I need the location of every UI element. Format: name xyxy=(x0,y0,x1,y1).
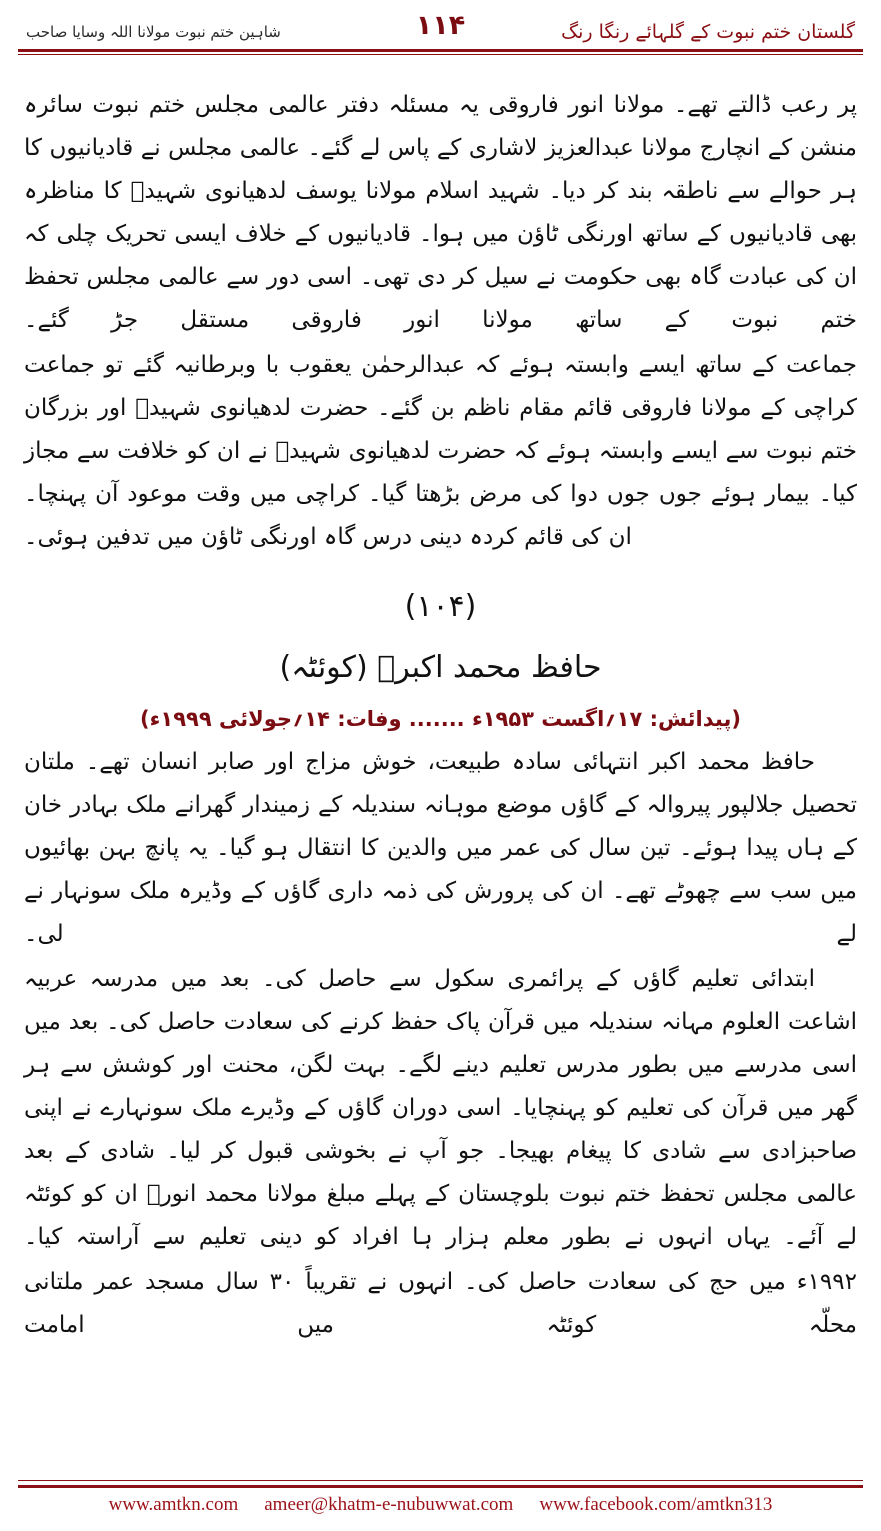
page-content xyxy=(0,58,881,1485)
page-header xyxy=(0,0,881,58)
paragraph: پر رعب ڈالتے تھے۔ مولانا انور فاروقی یہ مسئلہ دفتر عالمی مجلس ختم نبوت سائرہ منشن کے انچارج مولانا عبدالعزیز لاشاری کے پاس لے گئے۔ عالمی مجلس نے قادیانیوں کا ہر حوالے سے ناطقہ بند کر دیا۔ شہید اسلام مولانا یوسف لدھیانوی شہیدؒ کا مناظرہ بھی قادیانیوں کے ساتھ اورنگی ٹاؤن میں ہوا۔ قادیانیوں کے خلاف ایسی تحریک چلی کہ ان کی عبادت گاہ بھی حکومت نے سیل کر دی تھی۔ اسی دور سے عالمی مجلس تحفظ ختم نبوت کے ساتھ مولانا انور فاروقی مستقل جڑ گئے۔ xyxy=(24,92,857,333)
header-author-title: شاہین ختم نبوت مولانا اللہ وسایا صاحب xyxy=(26,23,281,41)
footer-facebook-link[interactable]: www.facebook.com/amtkn313 xyxy=(539,1494,773,1515)
section-number: (۱۰۴) xyxy=(404,589,477,624)
footer-email-link[interactable]: ameer@khatm-e-nubuwwat.com xyxy=(264,1494,514,1515)
footer-website-link[interactable]: www.amtkn.com xyxy=(108,1494,239,1515)
header-book-title: گلستان ختم نبوت کے گلہائے رنگا رنگ xyxy=(561,21,855,43)
paragraph: حافظ محمد اکبر انتہائی سادہ طبیعت، خوش مزاج اور صابر انسان تھے۔ ملتان تحصیل جلالپور پیروالہ کے گاؤں موضع موہانہ سندیلہ کے زمیندار گھرانے ملک بہادر خان کے ہاں پیدا ہوئے۔ تین سال کی عمر میں والدین کا انتقال ہو گیا۔ یہ پانچ بہن بھائیوں میں سب سے چھوٹے تھے۔ ان کی پرورش کی ذمہ داری گاؤں کے وڈیرہ ملک سونہار نے لے لی۔ xyxy=(24,749,857,947)
birth-death-dates: (پیدائش: ۱۷؍اگست ۱۹۵۳ء ....... وفات: ۱۴؍جولائی ۱۹۹۹ء) xyxy=(140,707,741,731)
paragraph: جماعت کے ساتھ ایسے وابستہ ہوئے کہ عبدالرحمٰن یعقوب با وبرطانیہ گئے تو جماعت کراچی کے مولانا فاروقی قائم مقام ناظم بن گئے۔ حضرت لدھیانوی شہیدؒ اور بزرگان ختم نبوت سے ایسے وابستہ ہوئے کہ حضرت لدھیانوی شہیدؒ نے ان کو خلافت سے مجاز کیا۔ بیمار ہوئے جوں جوں دوا کی مرض بڑھتا گیا۔ کراچی میں وقت موعود آن پہنچا۔ ان کی قائم کردہ دینی درس گاہ اورنگی ٹاؤن میں تدفین ہوئی۔ xyxy=(24,352,857,550)
person-name-heading: حافظ محمد اکبرؒ (کوئٹہ) xyxy=(279,650,602,685)
page-footer xyxy=(0,1485,881,1531)
paragraph: ابتدائی تعلیم گاؤں کے پرائمری سکول سے حاصل کی۔ بعد میں مدرسہ عربیہ اشاعت العلوم مہانہ سندیلہ میں قرآن پاک حفظ کرنے کی سعادت حاصل کی۔ بعد میں اسی مدرسے میں بطور مدرس تعلیم دینے لگے۔ بہت لگن، محنت اور کوشش سے ہر گھر میں قرآن کی تعلیم کو پہنچایا۔ اسی دوران گاؤں کے وڈیرے ملک سونہارے نے اپنی صاحبزادی سے شادی کا پیغام بھیجا۔ جو آپ نے بخوشی قبول کر لیا۔ شادی کے بعد عالمی مجلس تحفظ ختم نبوت بلوچستان کے پہلے مبلغ مولانا محمد انورؒ ان کو کوئٹہ لے آئے۔ یہاں انہوں نے بطور معلم ہزار ہا افراد کو دینی تعلیم سے آراستہ کیا۔ xyxy=(24,966,857,1250)
header-titles-row xyxy=(0,0,881,52)
page-number: ۱۱۴ xyxy=(415,10,466,41)
footer-links xyxy=(0,1494,881,1516)
footer-divider xyxy=(18,1485,863,1488)
paragraph: ۱۹۹۲ء میں حج کی سعادت حاصل کی۔ انہوں نے تقریباً ۳۰ سال مسجد عمر ملتانی محلّہ کوئٹہ میں امامت xyxy=(24,1269,857,1338)
header-divider xyxy=(18,49,863,52)
